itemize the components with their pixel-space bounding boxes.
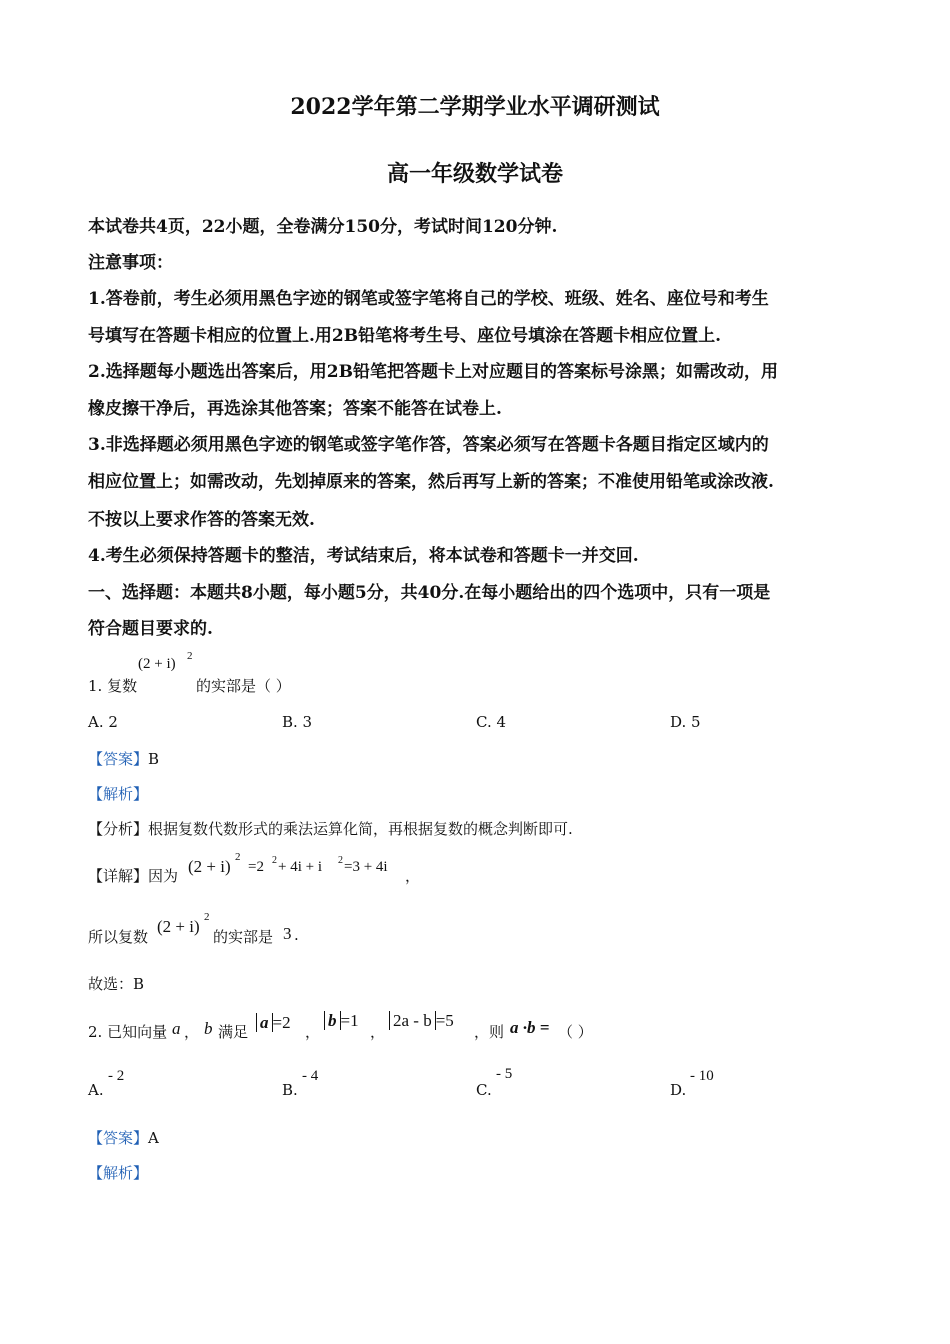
q2-option-b-value: - 4 (302, 1068, 319, 1084)
section-heading-a: 一、选择题：本题共8小题，每小题5分，共40分.在每小题给出的四个选项中，只有一项是 (88, 583, 771, 603)
q1-fenxi (88, 818, 573, 839)
notice-item-1b: 号填写在答题卡相应的位置上.用2B铅笔将考生号、座位号填涂在答题卡相应位置上. (88, 326, 722, 346)
q2-option-c-letter: C. (476, 1081, 492, 1099)
q2-comma1: ， (305, 1023, 321, 1041)
notice-item-2b: 橡皮擦干净后，再选涂其他答案；答案不能答在试卷上. (88, 399, 502, 419)
q2-answer-value: A (148, 1129, 159, 1147)
q2-stem (88, 1021, 167, 1042)
q1-detail-eq3: =3 + 4i (344, 859, 388, 875)
notice-item-3c: 不按以上要求作答的答案无效. (88, 510, 315, 530)
intro-text: 本试卷共4页，22小题，全卷满分150分，考试时间120分钟. (88, 217, 558, 237)
q2-option-d-value: - 10 (690, 1068, 714, 1084)
q1-conclude (88, 926, 148, 947)
fenxi-tag: 【分析】 (88, 820, 149, 838)
q1-detail-exp2: 2 (338, 855, 343, 866)
q1-detail-expr: (2 + i) (188, 857, 231, 876)
q1-conclude-mid: 的实部是 (213, 928, 274, 946)
q2-cond3-abs: 2a - b (389, 1011, 436, 1030)
q2-cond2 (324, 1011, 359, 1031)
q2-satisfy: 满足 (218, 1023, 249, 1041)
notice-item-4: 4.考生必须保持答题卡的整洁，考试结束后，将本试卷和答题卡一并交回. (88, 546, 639, 566)
q2-cond2-val: =1 (340, 1011, 359, 1030)
q1-analysis-tag: 【解析】 (88, 785, 149, 803)
q1-answer-value: B (148, 750, 160, 768)
q2-cond1-val: =2 (272, 1013, 291, 1032)
q1-detail-prefix: 因为 (148, 867, 179, 885)
q1-conclude-prefix: 所以复数 (88, 928, 149, 946)
q1-fenxi-text: 根据复数代数形式的乘法运算化简，再根据复数的概念判断即可. (148, 820, 573, 838)
q2-cond3-val: =5 (435, 1011, 454, 1030)
q1-expr-exp: 2 (187, 650, 193, 662)
answer-tag: 【答案】 (88, 750, 149, 768)
answer-tag: 【答案】 (88, 1129, 149, 1147)
q1-option-c: C. 4 (476, 713, 507, 731)
q1-choice: 故选：B (88, 975, 145, 993)
q1-answer (88, 748, 159, 769)
notice-heading: 注意事项： (88, 253, 173, 273)
notice-item-3b: 相应位置上；如需改动，先划掉原来的答案，然后再写上新的答案；不准使用铅笔或涂改液. (88, 472, 774, 492)
detail-tag: 【详解】 (88, 867, 149, 885)
q2-option-a-letter: A. (88, 1081, 104, 1099)
q2-option-a-value: - 2 (108, 1068, 125, 1084)
q2-cond3 (389, 1011, 454, 1031)
q2-analysis-tag: 【解析】 (88, 1164, 149, 1182)
q2-then: ，则 (474, 1023, 505, 1041)
q2-vector-a: a (172, 1019, 181, 1038)
q2-cond1-abs: a (256, 1013, 273, 1032)
q1-detail-eq1: =2 (248, 859, 264, 875)
q1-option-d: D. 5 (670, 713, 701, 731)
q1-detail (88, 865, 178, 886)
exam-title: 2022学年第二学期学业水平调研测试 (290, 94, 660, 120)
q1-detail-exp: 2 (235, 851, 241, 863)
exam-subtitle: 高一年级数学试卷 (386, 161, 563, 187)
q2-comma2: ， (370, 1023, 386, 1041)
q2-option-b-letter: B. (282, 1081, 298, 1099)
q2-option-d-letter: D. (670, 1081, 687, 1099)
q2-cond1 (256, 1013, 291, 1033)
q1-detail-exp1: 2 (272, 855, 277, 866)
q1-expr (138, 656, 176, 673)
q2-vector-b: b (204, 1019, 213, 1038)
notice-item-1a: 1.答卷前，考生必须用黑色字迹的钢笔或签字笔将自己的学校、班级、姓名、座位号和考生 (88, 289, 769, 309)
q1-suffix: 的实部是（ ） (196, 677, 291, 695)
q2-answer (88, 1127, 159, 1148)
q1-prefix: 1. 复数 (88, 677, 138, 695)
q1-conclude-val: 3 (283, 924, 292, 943)
q2-option-c-value: - 5 (496, 1066, 513, 1082)
q1-option-b: B. 3 (282, 713, 313, 731)
section-heading-b: 符合题目要求的. (88, 619, 213, 639)
q1-detail-end: ， (405, 867, 421, 885)
q1-detail-eq2: + 4i + i (278, 859, 323, 875)
q1-expr-base: (2 + i) (138, 656, 176, 672)
q1-option-a: A. 2 (88, 713, 118, 731)
q2-dot-product: a ·b = (510, 1018, 550, 1037)
q1-conclude-expr: (2 + i) (157, 917, 200, 936)
q2-cond2-abs: b (324, 1011, 341, 1030)
notice-item-3a: 3.非选择题必须用黑色字迹的钢笔或签字笔作答，答案必须写在答题卡各题目指定区域内的 (88, 435, 769, 455)
q1-stem (88, 675, 137, 696)
q1-conclude-end: . (294, 926, 299, 944)
q2-prefix: 2. 已知向量 (88, 1023, 168, 1041)
q1-conclude-exp: 2 (204, 911, 210, 923)
notice-item-2a: 2.选择题每小题选出答案后，用2B铅笔把答题卡上对应题目的答案标号涂黑；如需改动，用 (88, 362, 778, 382)
q2-sep: ， (184, 1023, 200, 1041)
q2-paren: （ ） (558, 1023, 593, 1041)
